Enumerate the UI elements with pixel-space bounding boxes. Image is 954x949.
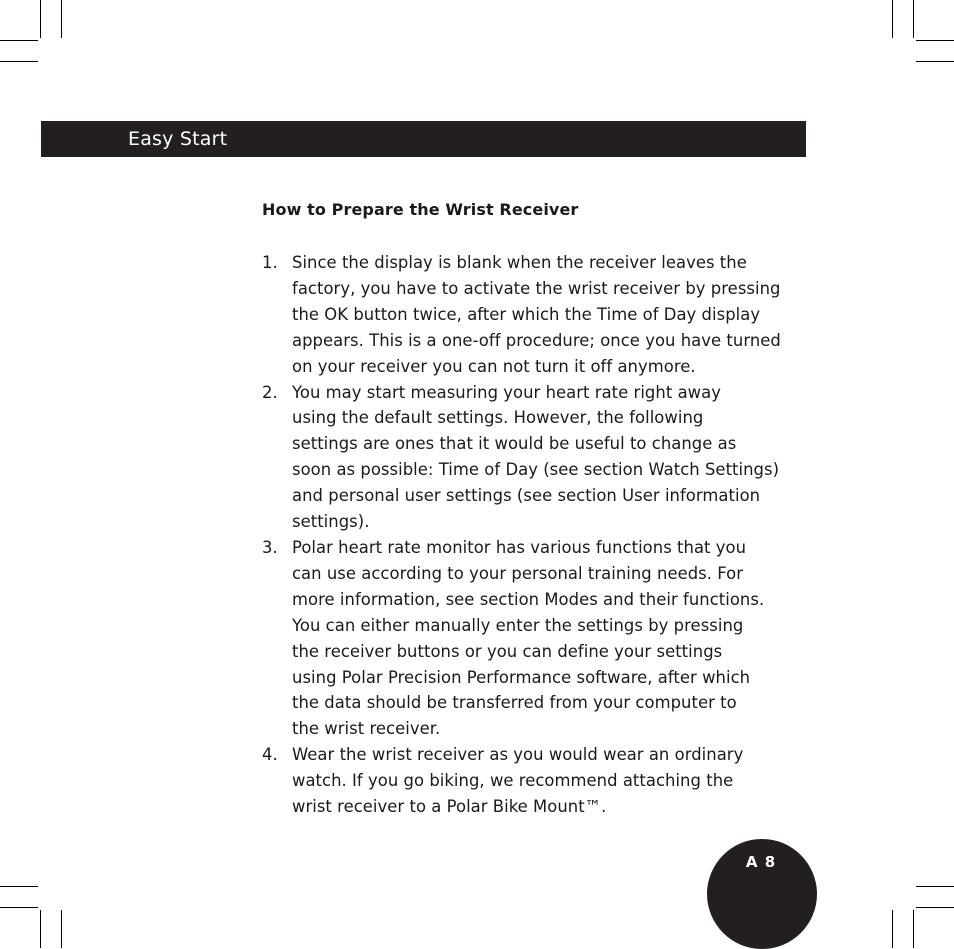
step-line: watch. If you go biking, we recommend attaching the: [292, 771, 734, 791]
step-line: You can either manually enter the settings by pressing: [292, 615, 744, 635]
crop-mark: [916, 61, 954, 62]
crop-mark: [892, 0, 893, 38]
chapter-title: Easy Start: [128, 128, 228, 150]
step-line: using Polar Precision Performance software, after which: [292, 667, 751, 687]
step-number: 2.: [262, 382, 278, 402]
page-number: A 8: [745, 853, 777, 871]
step-item: [262, 250, 822, 380]
step-number: 3.: [262, 537, 278, 557]
step-line: using the default settings. However, the following: [292, 408, 704, 428]
crop-mark: [913, 0, 914, 38]
crop-mark: [40, 910, 41, 948]
step-line: the OK button twice, after which the Time of Day display: [292, 304, 761, 324]
section-heading: How to Prepare the Wrist Receiver: [262, 200, 579, 219]
step-line: Since the display is blank when the receiver leaves the: [292, 253, 747, 272]
steps-list: [262, 250, 822, 820]
crop-mark: [61, 910, 62, 948]
crop-mark: [0, 61, 38, 62]
chapter-header-bar: [41, 121, 806, 157]
step-line: factory, you have to activate the wrist receiver by pressing: [292, 278, 781, 298]
page-number-badge: [707, 839, 817, 949]
step-line: and personal user settings (see section User information: [292, 486, 761, 506]
crop-mark: [0, 907, 38, 908]
crop-mark: [0, 886, 38, 887]
step-line: Polar heart rate monitor has various functions that you: [292, 537, 747, 557]
step-line: settings are ones that it would be useful to change as: [292, 434, 737, 454]
step-line: appears. This is a one-off procedure; once you have turned: [292, 330, 781, 350]
crop-mark: [61, 0, 62, 38]
step-line: the data should be transferred from your computer to: [292, 693, 737, 713]
step-line: settings).: [292, 512, 370, 532]
step-line: soon as possible: Time of Day (see section Watch Settings): [292, 460, 780, 480]
crop-mark: [913, 910, 914, 948]
step-item: [262, 742, 822, 820]
step-line: on your receiver you can not turn it off anymore.: [292, 356, 696, 376]
step-line: the wrist receiver.: [292, 719, 441, 739]
crop-mark: [916, 40, 954, 41]
crop-mark: [40, 0, 41, 38]
step-number: 1.: [262, 253, 278, 272]
step-line: can use according to your personal training needs. For: [292, 563, 744, 583]
step-item: [262, 380, 822, 535]
step-line: You may start measuring your heart rate right away: [292, 382, 721, 402]
step-line: the receiver buttons or you can define your settings: [292, 641, 723, 661]
crop-mark: [916, 907, 954, 908]
step-item: [262, 535, 822, 742]
step-line: more information, see section Modes and their functions.: [292, 589, 765, 609]
crop-mark: [0, 40, 38, 41]
step-line: Wear the wrist receiver as you would wear an ordinary: [292, 745, 744, 765]
crop-mark: [916, 886, 954, 887]
crop-mark: [892, 910, 893, 948]
step-line: wrist receiver to a Polar Bike Mount™.: [292, 797, 607, 817]
step-number: 4.: [262, 745, 278, 765]
